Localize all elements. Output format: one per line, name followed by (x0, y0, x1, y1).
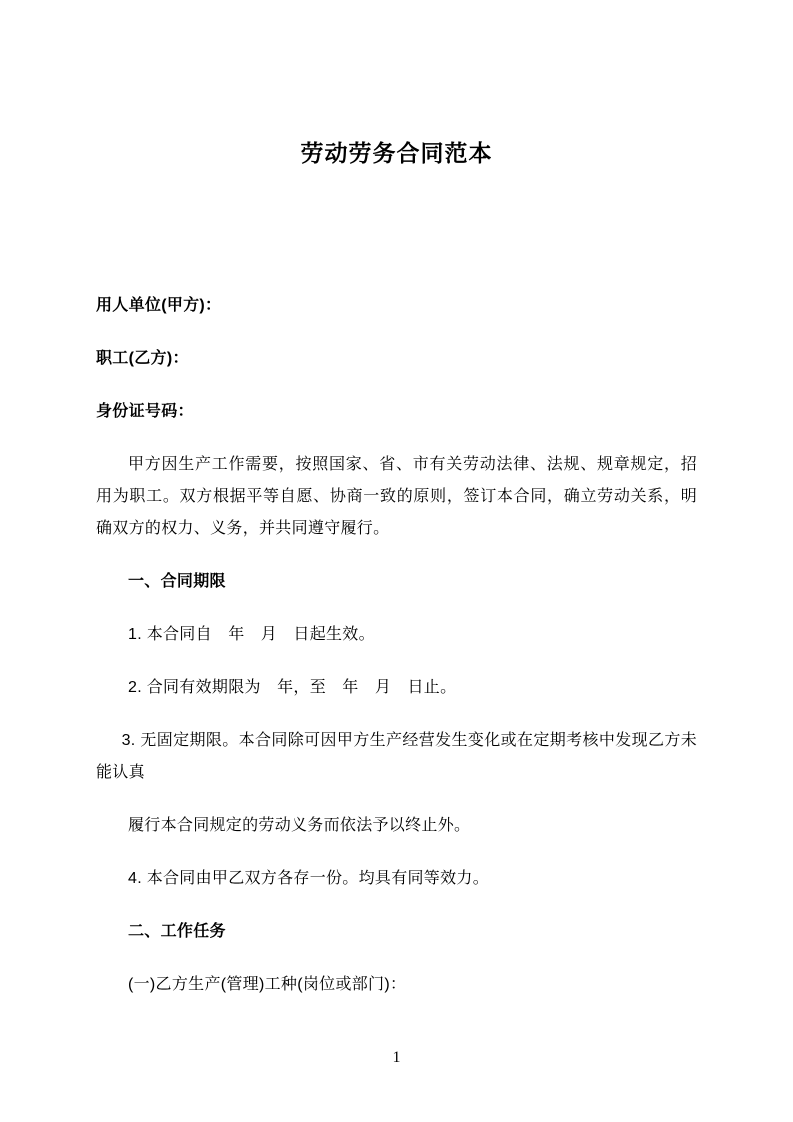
contract-term-item-4: 4. 本合同由甲乙双方各存一份。均具有同等效力。 (128, 870, 489, 887)
id-number-label: 身份证号码： (96, 403, 194, 420)
section-heading-contract-term: 一、合同期限 (128, 573, 226, 590)
employee-party-label: 职工(乙方)： (96, 350, 189, 367)
contract-term-item-2: 2. 合同有效期限为 年，至 年 月 日止。 (128, 679, 457, 696)
employer-party-label: 用人单位(甲方)： (96, 297, 222, 314)
work-tasks-item-1: (一)乙方生产(管理)工种(岗位或部门)： (128, 976, 407, 993)
document-title: 劳动劳务合同范本 (300, 140, 493, 166)
contract-term-item-3: 3. 无固定期限。本合同除可因甲方生产经营发生变化或在定期考核中发现乙方未能认真 (96, 732, 697, 781)
page-number: 1 (392, 1049, 401, 1066)
section-heading-work-tasks: 二、工作任务 (128, 923, 226, 940)
intro-paragraph: 甲方因生产工作需要，按照国家、省、市有关劳动法律、法规、规章规定，招用为职工。双方根据平等自愿、协商一致的原则，签订本合同，确立劳动关系，明确双方的权力、义务，并共同遵守履行。 (96, 456, 697, 537)
contract-term-item-3-continuation: 履行本合同规定的劳动义务而依法予以终止外。 (128, 817, 471, 834)
contract-term-item-1: 1. 本合同自 年 月 日起生效。 (128, 626, 375, 643)
